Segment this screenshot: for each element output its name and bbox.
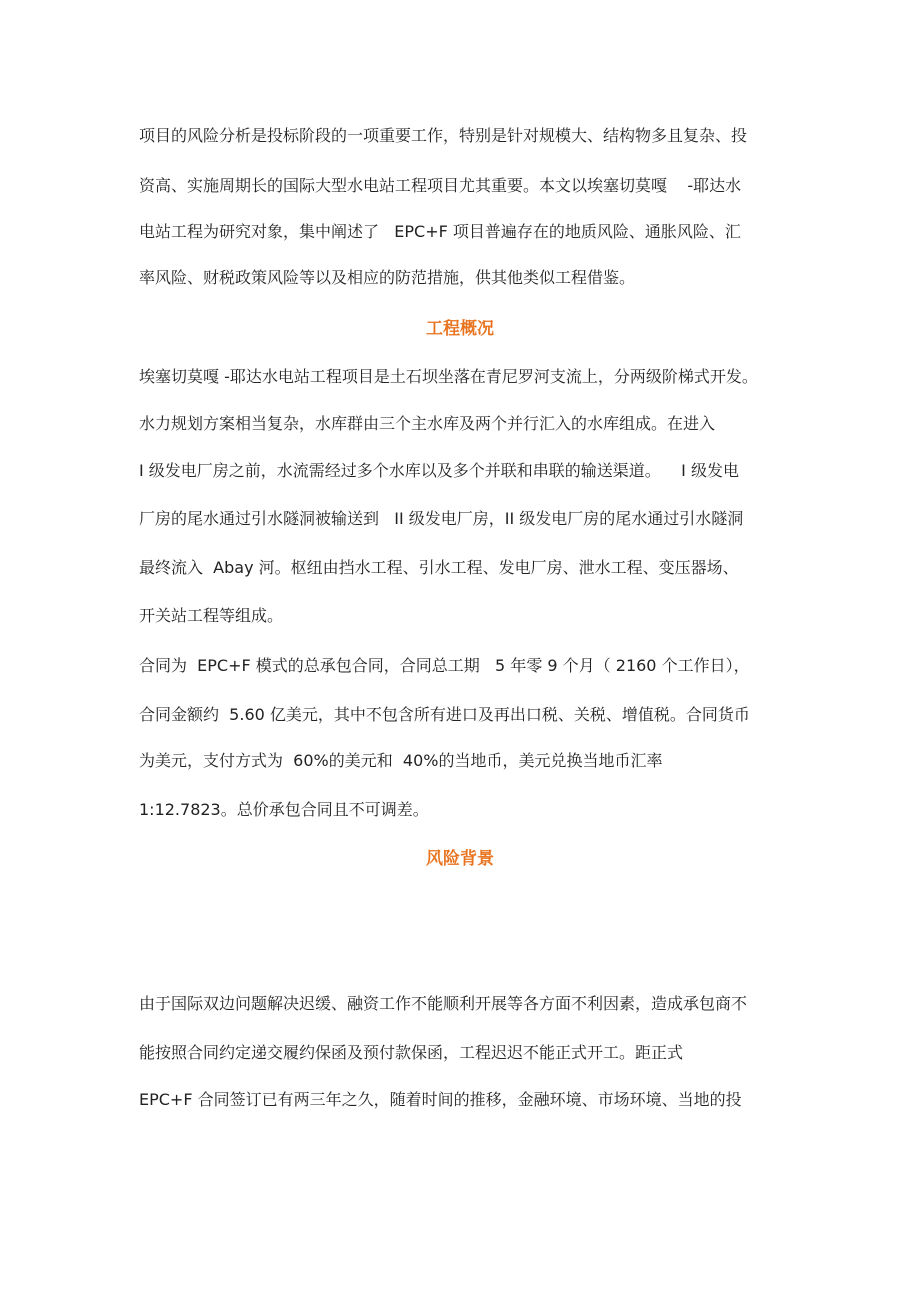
text-line: 由于国际双边问题解决迟缓、融资工作不能顺利开展等各方面不利因素，造成承包商不 [139,994,748,1013]
text-line: 最终流入 Abay 河。枢纽由挡水工程、引水工程、发电厂房、泄水工程、变压器场、 [139,558,739,577]
text-line: 能按照合同约定递交履约保函及预付款保函，工程迟迟不能正式开工。距正式 [139,1043,684,1062]
text-line: 合同金额约 5.60 亿美元，其中不包含所有进口及再出口税、关税、增值税。合同货币 [139,705,750,724]
text-line: 为美元，支付方式为 60%的美元和 40%的当地币，美元兑换当地币汇率 [139,751,663,770]
text-line: 水力规划方案相当复杂，水库群由三个主水库及两个并行汇入的水库组成。在进入 [139,414,716,433]
section-heading-risk-background: 风险背景 [426,849,494,869]
text-line: I 级发电厂房之前，水流需经过多个水库以及多个并联和串联的输送渠道。 I 级发电 [139,461,739,480]
text-line: EPC+F 合同签订已有两三年之久，随着时间的推移，金融环境、市场环境、当地的投 [139,1090,742,1109]
text-line: 合同为 EPC+F 模式的总承包合同，合同总工期 5 年零 9 个月（ 2160 个工作日）， [139,656,750,675]
text-line: 埃塞切莫嘎 -耶达水电站工程项目是土石坝坐落在青尼罗河支流上，分两级阶梯式开发。 [139,367,758,386]
text-line: 项目的风险分析是投标阶段的一项重要工作，特别是针对规模大、结构物多且复杂、投 [139,126,748,145]
text-line: 率风险、财税政策风险等以及相应的防范措施，供其他类似工程借鉴。 [139,268,636,287]
text-line: 厂房的尾水通过引水隧洞被输送到 II 级发电厂房，II 级发电厂房的尾水通过引水隧洞 [139,509,744,528]
text-line: 1:12.7823。总价承包合同且不可调差。 [139,800,429,819]
text-line: 开关站工程等组成。 [139,606,284,625]
text-line: 资高、实施周期长的国际大型水电站工程项目尤其重要。本文以埃塞切莫嘎 -耶达水 [139,176,742,195]
text-line: 电站工程为研究对象，集中阐述了 EPC+F 项目普遍存在的地质风险、通胀风险、汇 [139,222,741,241]
section-heading-project-overview: 工程概况 [426,319,494,339]
